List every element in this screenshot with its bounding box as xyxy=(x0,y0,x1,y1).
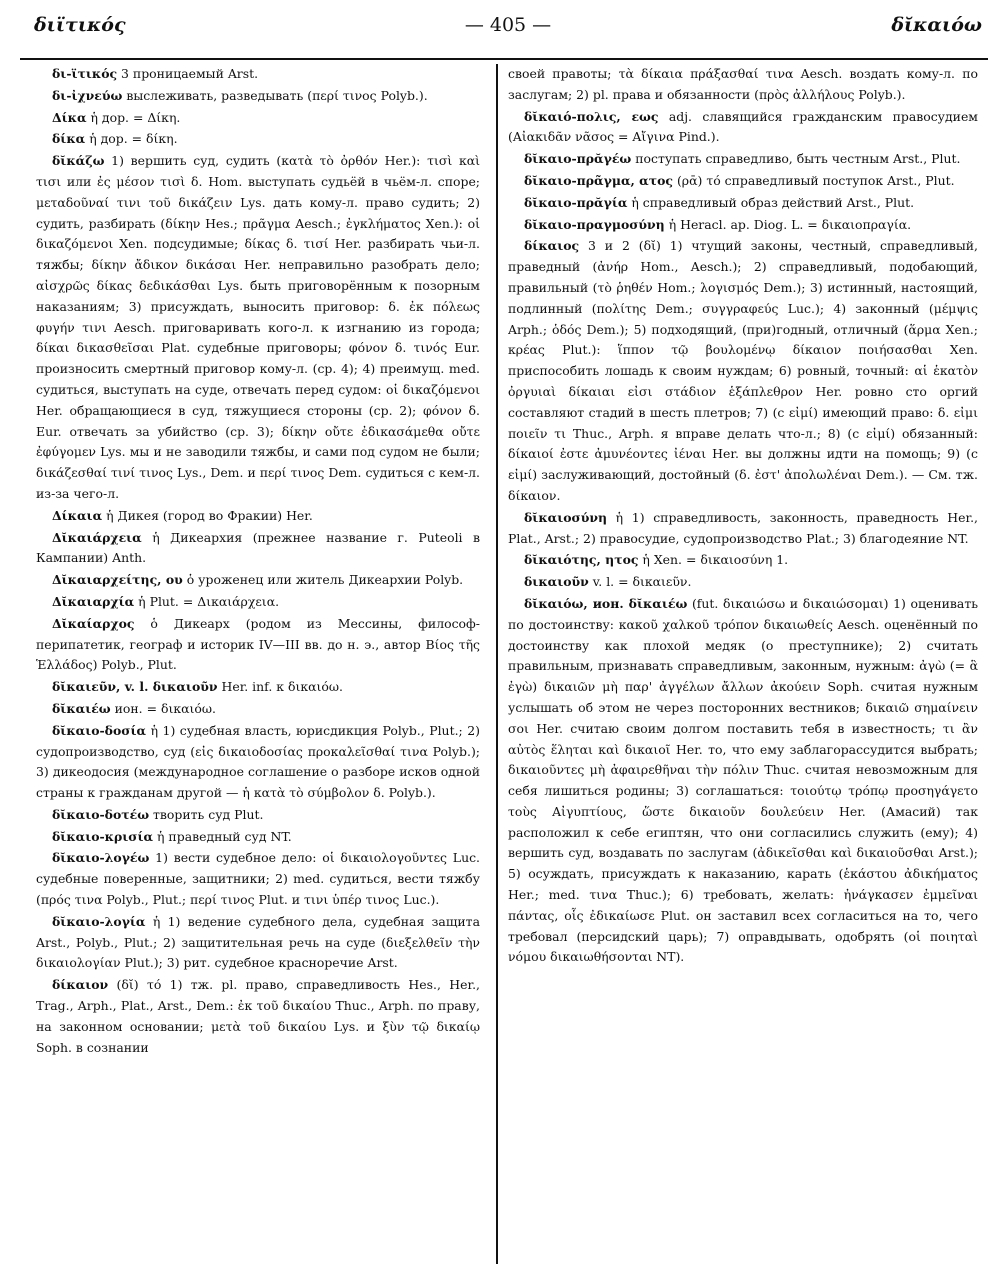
dictionary-entry xyxy=(508,64,978,106)
entry-definition: творить суд Plut. xyxy=(153,806,264,822)
dictionary-entry xyxy=(36,592,480,613)
entry-definition: ἡ праведный суд NT. xyxy=(157,828,292,844)
entry-headword: δῐκαιο-πρᾰγία xyxy=(524,194,628,210)
left-column xyxy=(36,64,480,1279)
page-header xyxy=(34,14,982,48)
entry-headword: δῐκαιό-πολις, εως xyxy=(524,108,659,124)
entry-headword: δῐκαιο-πραγμοσύνη xyxy=(524,216,665,232)
dictionary-entry xyxy=(508,508,978,550)
dictionary-entry xyxy=(508,572,978,593)
dictionary-entry xyxy=(36,848,480,910)
header-left-word: διϊτικός xyxy=(34,14,126,36)
entry-headword: Δῐκαιαρχείτης, ου xyxy=(52,572,183,588)
entry-headword: Δίκα xyxy=(52,109,87,125)
entry-headword: δίκαιον xyxy=(52,977,109,993)
entry-headword: δίκα xyxy=(52,131,86,147)
dictionary-entry xyxy=(36,129,480,150)
entry-definition: (δῐ) τό 1) тж. pl. право, справедливость Hes., Her., Trag., Arph., Plat., Arst., Dem.: ἐκ τοῦ δικαίου Thuc., Arph. по праву, на законном основании; μετὰ τοῦ δικαίου Lys. и ξὺν τῷ δικαίῳ Soph. в сознании xyxy=(36,977,480,1055)
dictionary-entry xyxy=(508,550,978,571)
entry-definition: ὁ Дикеарх (родом из Мессины, философ-перипатетик, географ и историк IV—III вв. до н. э., автор Βίος τῆς Ἑλλάδος) Polyb., Plut. xyxy=(36,615,480,673)
entry-headword: Δῐκαιάρχεια xyxy=(52,529,142,545)
entry-definition: ἡ Дикеархия (прежнее название г. Puteoli в Кампании) Anth. xyxy=(36,529,480,566)
dictionary-entry xyxy=(36,570,480,591)
entry-definition: поступать справедливо, быть честным Arst., Plut. xyxy=(635,151,961,167)
entry-definition: ἡ 1) ведение судебного дела, судебная защита Arst., Polyb., Plut.; 2) защитительная речь на суде (διεξελθεῖν τὴν δικαιολογίαν Plut.); 3) рит. судебное красноречие Arst. xyxy=(36,913,480,971)
dictionary-entry xyxy=(36,805,480,826)
entry-definition: 3 и 2 (δῐ) 1) чтущий законы, честный, справедливый, праведный (ἀνήρ Hom., Aesch.); 2) справедливый, подобающий, правильный (τὸ ῥηθέν Hom.; λογισμός Dem.); 3) истинный, настоящий, подлинный (πολίτης Dem.; συγγραφεύς Luc.); 4) законный (μέμψις Arph.; ὁδός Dem.); 5) подходящий, (при)годный, отличный (ἅρμα Xen.; κρέας Plut.): ἵππον τῷ βουλομένῳ δίκαιον ποιήσασθαι Xen. приспособить лошадь к своим нуждам; 6) ровный, точный: αἱ ἑκατὸν ὀργυιαὶ δίκαιαι εἰσι στάδιον ἑξάπλεθρον Her. ровно сто оргий составляют стадий в шесть плетров; 7) (с εἰμί) имеющий право: δ. εἰμι ποιεῖν τι Thuc., Arph. я вправе делать что-л.; 8) (с εἰμί) обязанный: δίκαιοί ἐστε ἀμυνέοντες ἰέναι Her. вы должны идти на помощь; 9) (с εἰμί) заслуживающий, достойный (δ. ἐστ' ἀπολωλέναι Dem.). — См. тж. δίκαιον. xyxy=(508,238,978,503)
entry-definition: ἡ дор. = Δίκη. xyxy=(90,109,181,125)
dictionary-entry xyxy=(36,528,480,570)
entry-headword: δῐκαιο-δοτέω xyxy=(52,806,150,822)
entry-headword: δῐκαιο-λογέω xyxy=(52,850,150,866)
entry-headword: Δῐκαιαρχία xyxy=(52,593,135,609)
dictionary-entry xyxy=(36,912,480,974)
dictionary-entry xyxy=(36,86,480,107)
entry-definition: ἡ дор. = δίκη. xyxy=(89,131,178,147)
dictionary-entry xyxy=(36,699,480,720)
entry-definition: Her. inf. к δικαιόω. xyxy=(221,679,343,695)
entry-headword: δίκαιος xyxy=(524,238,580,254)
entry-headword: δῐκαιο-πρᾶγμα, ατος xyxy=(524,172,673,188)
dictionary-entry xyxy=(508,171,978,192)
entry-headword: δῐκάζω xyxy=(52,153,105,169)
dictionary-entry xyxy=(36,151,480,505)
entry-definition: выслеживать, разведывать (περί τινος Polyb.). xyxy=(126,87,428,103)
entry-definition: 1) вершить суд, судить (κατὰ τὸ ὀρθόν Her.): τισὶ καὶ τισι или ἐς μέσον τισὶ δ. Hom. выступать судьёй в чьём-л. споре; μεταδοῦναί τινι τοῦ δικάζειν Lys. дать кому-л. право судить; 2) судить, разбирать (δίκην Hes.; πρᾶγμα Aesch.; ἐγκλήματος Xen.): οἱ δικαζόμενοι Xen. подсудимые; δίκας δ. τισί Her. разбирать чьи-л. тяжбы; δίκην ἄδικον δικάσαι Her. неправильно разобрать дело; αἰσχρῶς δίκας δεδικάσθαι Lys. быть приговорённым к позорным наказаниям; 3) присуждать, выносить приговор: δ. ἐκ πόλεως φυγήν τινι Aesch. приговаривать кого-л. к изгнанию из города; δίκαι δικασθεῖσαι Plat. судебные приговоры; φόνον δ. τινός Eur. произносить смертный приговор кому-л. (ср. 4); 4) преимущ. med. судиться, выступать на суде, отвечать перед судом: οἱ δικαζόμενοι Her. обращающиеся в суд, тяжущиеся стороны (ср. 2); φόνον δ. Eur. отвечать за убийство (ср. 3); δίκην οὔτε ἐδικασάμεθα οὔτε ἐφύγομεν Lys. мы и не заводили тяжбы, и сами под судом не были; δικάζεσθαί τινί τινος Lys., Dem. и περί τινος Dem. судиться с кем-л. из-за чего-л. xyxy=(36,153,480,501)
dictionary-entry xyxy=(36,614,480,676)
page-number: — 405 — xyxy=(464,14,552,36)
entry-headword: δῐκαιο-πρᾰγέω xyxy=(524,151,632,167)
entry-headword: δῐκαιο-λογία xyxy=(52,913,146,929)
entry-headword: δῐκαιεῦν, v. l. δικαιοῦν xyxy=(52,679,218,695)
entry-definition: ἡ Plut. = Δικαιάρχεια. xyxy=(138,593,280,609)
dictionary-entry xyxy=(508,149,978,170)
dictionary-entry xyxy=(36,827,480,848)
entry-headword: δῐκαιέω xyxy=(52,700,111,716)
header-rule xyxy=(20,58,988,60)
dictionary-entry xyxy=(36,64,480,85)
entry-headword: δῐκαιο-δοσία xyxy=(52,722,147,738)
dictionary-entry xyxy=(36,677,480,698)
dictionary-entry xyxy=(36,975,480,1058)
entry-headword: Δῐκαίαρχος xyxy=(52,615,135,631)
entry-definition: ἡ Xen. = δικαιοσύνη 1. xyxy=(642,552,789,568)
entry-headword: Δίκαια xyxy=(52,507,103,523)
entry-definition: v. l. = δικαιεῦν. xyxy=(592,574,692,590)
entry-headword: δῐκαιοσύνη xyxy=(524,509,607,525)
entry-definition: (ρᾱ) τό справедливый поступок Arst., Plut. xyxy=(676,172,955,188)
dictionary-entry xyxy=(508,236,978,506)
entry-headword: δι-ϊτικός xyxy=(52,66,118,81)
dictionary-entry xyxy=(508,215,978,236)
dictionary-entry xyxy=(508,107,978,149)
entry-definition: 3 проницаемый Arst. xyxy=(121,66,259,81)
entry-headword: δῐκαιο-κρισία xyxy=(52,828,154,844)
entry-definition: своей правоты; τὰ δίκαια πράξασθαί τινα Aesch. воздать кому-л. по заслугам; 2) pl. права и обязанности (πρὸς ἀλλήλους Polyb.). xyxy=(508,66,978,102)
entry-definition: adj. славящийся гражданским правосудием (Αἰακιδᾶν νᾶσος = Αἴγινα Pind.). xyxy=(508,108,978,145)
entry-definition: ἡ 1) справедливость, законность, праведность Her., Plat., Arst.; 2) правосудие, судопроизводство Plat.; 3) благодеяние NT. xyxy=(508,509,978,546)
dictionary-entry xyxy=(36,506,480,527)
dictionary-entry xyxy=(36,721,480,804)
entry-definition: ἡ Heracl. ap. Diog. L. = δικαιοπραγία. xyxy=(668,216,912,232)
entry-definition: ἡ Дикея (город во Фракии) Her. xyxy=(106,507,313,523)
entry-headword: δι-ἰχνεύω xyxy=(52,87,123,103)
entry-headword: δῐκαιότης, ητος xyxy=(524,552,639,568)
entry-headword: δικαιοῦν xyxy=(524,574,589,590)
entry-definition: ὁ уроженец или житель Дикеархии Polyb. xyxy=(186,572,464,588)
entry-definition: 1) вести судебное дело: οἱ δικαιολογοῦντες Luc. судебные поверенные, защитники; 2) med. судиться, вести тяжбу (πρός τινα Polyb., Plut.; περί τινος Plut. и τινι ὑπέρ τινος Luc.). xyxy=(36,850,480,908)
entry-definition: (fut. δικαιώσω и δικαιώσομαι) 1) оценивать по достоинству: κακοῦ χαλκοῦ τρόπον δικαιωθείς Aesch. оценённый по достоинству как плохой медяк (о преступнике); 2) считать правильным, признавать справедливым, законным, нужным: ἀγὼ (= ἃ ἐγὼ) δικαιῶν μὴ παρ' ἀγγέλων ἄλλων ἀκούειν Soph. считая нужным услышать об этом не через посторонних вестников; δικαιῶ σημαίνειν σοι Her. считаю своим долгом поставить тебя в известность; τι ἂν αὐτὸς ἕληται καὶ δικαιοῖ Her. то, что ему заблагорассудится выбрать; δικαιοῦντες μὴ ἀφαιρεθῆναι τὴν πόλιν Thuc. считая невозможным для себя лишиться родины; 3) соглашаться: τοιούτῳ τρόπῳ προσηγάγετο τοὺς Αἰγυπτίους, ὥστε δικαιοῦν δουλεύειν Her. (Амасий) так расположил к себе египтян, что они согласились служить (ему); 4) вершить суд, воздавать по заслугам (ἀδικεῖσθαι καὶ δικαιοῦσθαι Arst.); 5) осуждать, присуждать к наказанию, карать (ἑκάστου ἀδικήματος Her.; med. τινα Thuc.); 6) требовать, желать: ἠνάγκασεν ἐμμεῖναι πάντας, οἷς ἐδικαίωσε Plut. он заставил всех согласиться на то, чего требовал (персидский царь); 7) оправдывать, одобрять (οἱ ποιηταὶ νόμου δικαιωθήσονται NT). xyxy=(508,595,978,965)
right-column xyxy=(508,64,978,1279)
entry-definition: ἡ справедливый образ действий Arst., Plut. xyxy=(631,194,915,210)
header-right-word: δῐκαιόω xyxy=(891,14,982,36)
dictionary-entry xyxy=(36,108,480,129)
dictionary-entry xyxy=(508,594,978,968)
column-divider xyxy=(496,64,498,1264)
entry-headword: δῐκαιόω, ион. δῐκαιέω xyxy=(524,595,688,611)
entry-definition: ион. = δικαιόω. xyxy=(114,700,216,716)
entry-definition: ἡ 1) судебная власть, юрисдикция Polyb., Plut.; 2) судопроизводство, суд (εἰς δικαιοδοσίας προκαλεῖσθαί τινα Polyb.); 3) дикеодосия (международное соглашение о разборе исков одной страны к гражданам другой — ἡ κατὰ τὸ σύμβολον δ. Polyb.). xyxy=(36,722,480,801)
dictionary-entry xyxy=(508,193,978,214)
